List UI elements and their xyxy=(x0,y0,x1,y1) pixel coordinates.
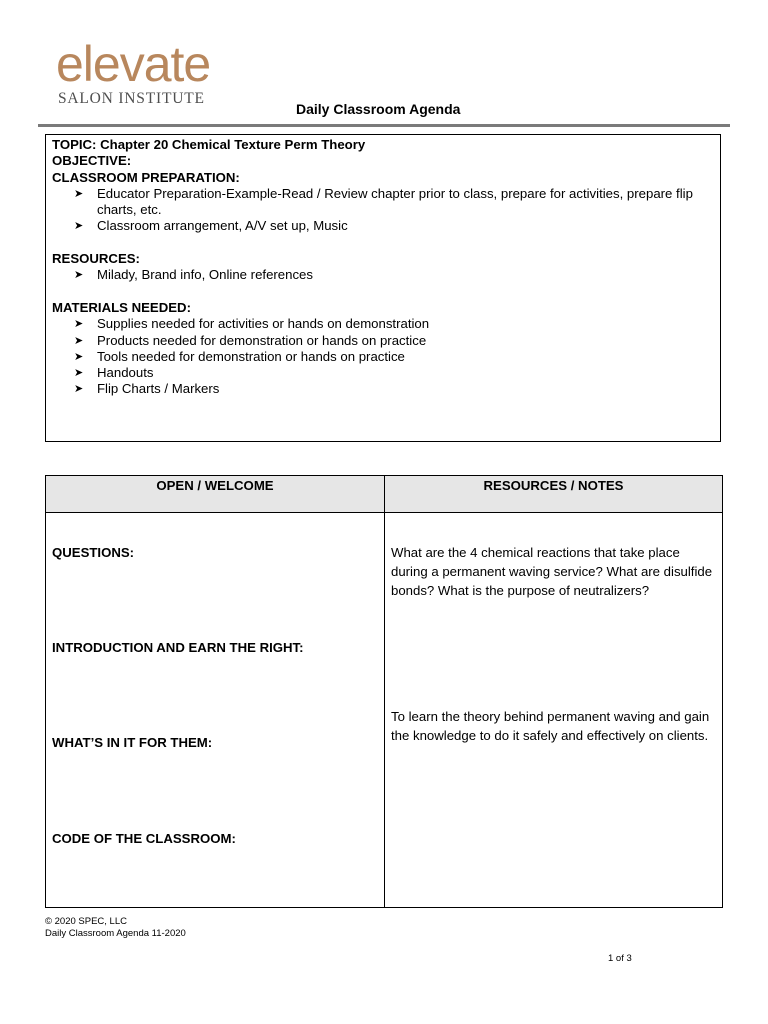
list-item xyxy=(52,218,714,234)
header-divider xyxy=(38,124,730,127)
list-item xyxy=(52,381,714,397)
arrow-bullet-icon: ➤ xyxy=(74,367,84,380)
whats-in-it-label: WHAT’S IN IT FOR THEM: xyxy=(52,735,213,750)
logo-wordmark: elevate xyxy=(56,36,211,92)
objective-heading: OBJECTIVE: xyxy=(52,153,132,169)
arrow-bullet-icon: ➤ xyxy=(74,350,84,363)
list-item-text: Flip Charts / Markers xyxy=(97,381,220,397)
list-item xyxy=(52,333,714,349)
table-row xyxy=(46,513,723,908)
arrow-bullet-icon: ➤ xyxy=(74,187,84,200)
list-item-text: Handouts xyxy=(97,365,154,381)
footer-copyright: © 2020 SPEC, LLC xyxy=(45,916,127,927)
preparation-heading: CLASSROOM PREPARATION: xyxy=(52,169,240,185)
materials-list xyxy=(52,316,714,397)
list-item xyxy=(52,316,714,332)
resources-heading: RESOURCES: xyxy=(52,251,140,267)
logo-subtitle: SALON INSTITUTE xyxy=(58,90,205,107)
code-of-classroom-label: CODE OF THE CLASSROOM: xyxy=(52,831,236,846)
topic-line: TOPIC: Chapter 20 Chemical Texture Perm Theory xyxy=(52,137,366,152)
overview-box xyxy=(45,134,721,442)
resources-list xyxy=(52,267,714,283)
page-number: 1 of 3 xyxy=(608,953,632,964)
preparation-list xyxy=(52,186,714,235)
materials-heading: MATERIALS NEEDED: xyxy=(52,299,191,315)
table-header-row xyxy=(46,476,723,513)
arrow-bullet-icon: ➤ xyxy=(74,318,84,331)
arrow-bullet-icon: ➤ xyxy=(74,383,84,396)
arrow-bullet-icon: ➤ xyxy=(74,269,84,282)
list-item xyxy=(52,349,714,365)
arrow-bullet-icon: ➤ xyxy=(74,334,84,347)
introduction-label: INTRODUCTION AND EARN THE RIGHT: xyxy=(52,640,304,655)
list-item xyxy=(52,365,714,381)
list-item xyxy=(52,267,714,283)
list-item-text: Milady, Brand info, Online references xyxy=(97,267,313,283)
arrow-bullet-icon: ➤ xyxy=(74,220,84,233)
agenda-table xyxy=(45,475,723,908)
questions-note: What are the 4 chemical reactions that take place during a permanent waving service? What are disulfide bonds? What is the purpose of neutralizers? xyxy=(391,545,713,598)
list-item-text: Tools needed for demonstration or hands on practice xyxy=(97,348,405,364)
list-item-text: Products needed for demonstration or hands on practice xyxy=(97,332,427,348)
list-item xyxy=(52,186,714,219)
footer-document-id: Daily Classroom Agenda 11-2020 xyxy=(45,928,186,939)
open-welcome-cell xyxy=(46,513,385,908)
page-title: Daily Classroom Agenda xyxy=(296,101,461,117)
column-header-resources-notes: RESOURCES / NOTES xyxy=(385,476,723,513)
questions-label: QUESTIONS: xyxy=(52,545,135,560)
whats-in-it-note: To learn the theory behind permanent waving and gain the knowledge to do it safely and effectively on clients. xyxy=(391,709,710,743)
list-item-text: Classroom arrangement, A/V set up, Music xyxy=(97,218,348,234)
list-item-text: Educator Preparation-Example-Read / Review chapter prior to class, prepare for activities, prepare flip charts, etc. xyxy=(97,185,693,218)
resources-notes-cell xyxy=(385,513,723,908)
list-item-text: Supplies needed for activities or hands on demonstration xyxy=(97,316,430,332)
column-header-open-welcome: OPEN / WELCOME xyxy=(46,476,385,513)
